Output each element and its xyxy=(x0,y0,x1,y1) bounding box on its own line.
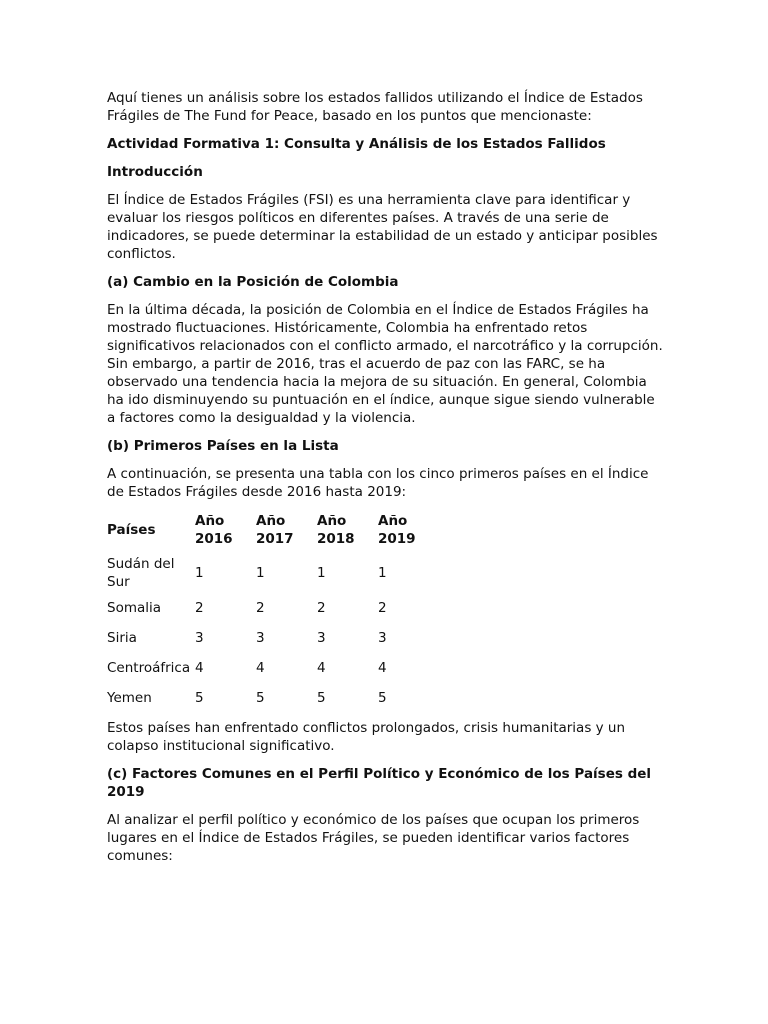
fsi-ranking-table xyxy=(107,511,439,713)
section-intro-heading: Introducción xyxy=(107,164,203,180)
section-c-heading: (c) Factores Comunes en el Perfil Político y Económico de los Países del 2019 xyxy=(107,766,652,800)
table-cell: 3 xyxy=(195,630,204,646)
table-cell: Centroáfrica xyxy=(107,660,191,676)
table-row xyxy=(107,593,439,623)
table-cell: 2 xyxy=(256,600,265,616)
section-c-body: Al analizar el perfil político y económico de los países que ocupan los primeros lugares en el Índice de Estados Frágiles, se pueden identificar varios factores comunes: xyxy=(107,812,640,864)
table-cell: 1 xyxy=(256,565,265,581)
table-cell: 4 xyxy=(195,660,204,676)
table-row xyxy=(107,683,439,713)
table-row xyxy=(107,623,439,653)
table-cell: 1 xyxy=(378,565,387,581)
table-cell: 4 xyxy=(378,660,387,676)
table-header-row xyxy=(107,511,439,553)
document-title: Actividad Formativa 1: Consulta y Análisis de los Estados Fallidos xyxy=(107,136,606,152)
table-cell: 3 xyxy=(378,630,387,646)
intro-line: Aquí tienes un análisis sobre los estados fallidos utilizando el Índice de Estados Frágiles de The Fund for Peace, basado en los puntos que mencionaste: xyxy=(107,90,643,124)
table-cell: 2 xyxy=(378,600,387,616)
table-cell: 3 xyxy=(256,630,265,646)
table-header-cell: Países xyxy=(107,522,156,538)
section-b-body: A continuación, se presenta una tabla con los cinco primeros países en el Índice de Estados Frágiles desde 2016 hasta 2019: xyxy=(107,466,649,500)
table-cell: 5 xyxy=(378,690,387,706)
section-b-after: Estos países han enfrentado conflictos prolongados, crisis humanitarias y un colapso institucional significativo. xyxy=(107,720,626,754)
table-cell: 2 xyxy=(317,600,326,616)
table-cell: 1 xyxy=(195,565,204,581)
table-cell: Somalia xyxy=(107,600,162,616)
table-header-cell: Año 2019 xyxy=(378,513,416,547)
table-cell: Yemen xyxy=(107,690,152,706)
section-a-body: En la última década, la posición de Colombia en el Índice de Estados Frágiles ha mostrado fluctuaciones. Históricamente, Colombia ha enfrentado retos significativos relacionados con el conflicto armado, el narcotráfico y la corrupción. Sin embargo, a partir de 2016, tras el acuerdo de paz con las FARC, se ha observado una tendencia hacia la mejora de su situación. En general, Colombia ha ido disminuyendo su puntuación en el índice, aunque sigue siendo vulnerable a factores como la desigualdad y la violencia. xyxy=(107,302,663,426)
table-row xyxy=(107,653,439,683)
table-cell: 1 xyxy=(317,565,326,581)
section-a-heading: (a) Cambio en la Posición de Colombia xyxy=(107,274,399,290)
table-header-cell: Año 2018 xyxy=(317,513,355,547)
table-cell: 3 xyxy=(317,630,326,646)
table-cell: Siria xyxy=(107,630,137,646)
table-cell: 4 xyxy=(317,660,326,676)
table-cell: 5 xyxy=(317,690,326,706)
section-b-heading: (b) Primeros Países en la Lista xyxy=(107,438,339,454)
table-cell: 5 xyxy=(256,690,265,706)
table-cell: 5 xyxy=(195,690,204,706)
table-cell: 4 xyxy=(256,660,265,676)
table-header-cell: Año 2017 xyxy=(256,513,294,547)
section-intro-body: El Índice de Estados Frágiles (FSI) es una herramienta clave para identificar y evaluar los riesgos políticos en diferentes países. A través de una serie de indicadores, se puede determinar la estabilidad de un estado y anticipar posibles conflictos. xyxy=(107,192,658,262)
table-cell: 2 xyxy=(195,600,204,616)
document-page xyxy=(107,89,667,875)
table-cell: Sudán del Sur xyxy=(107,556,175,590)
table-row xyxy=(107,553,439,593)
table-header-cell: Año 2016 xyxy=(195,513,233,547)
